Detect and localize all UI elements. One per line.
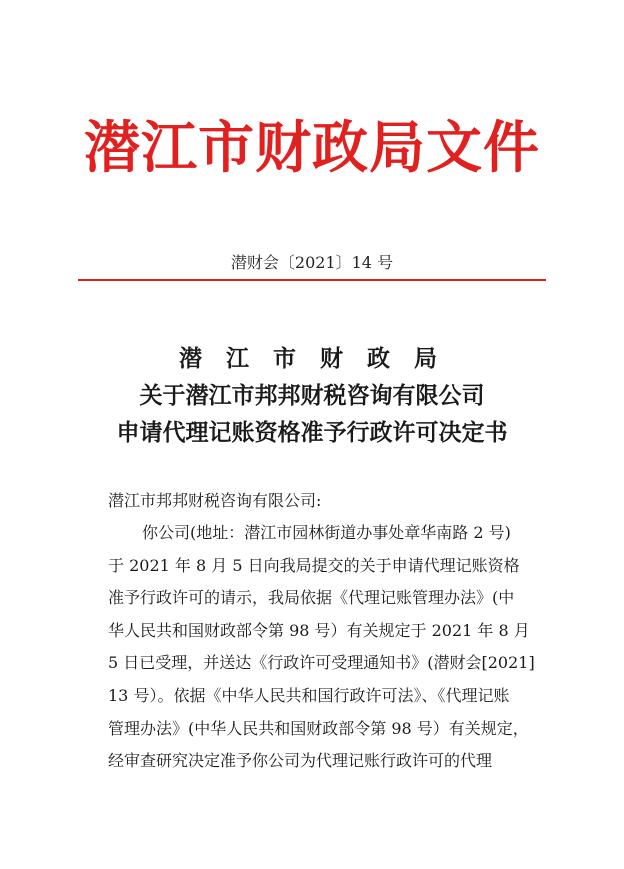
body-line: 华人民共和国财政部令第 98 号）有关规定于 2021 年 8 月 xyxy=(108,620,530,640)
red-divider-line xyxy=(78,279,546,281)
body-line: 5 日已受理，并送达《行政许可受理通知书》(潜财会[2021] xyxy=(108,653,535,673)
body-line: 13 号）。依据《中华人民共和国行政许可法》、《代理记账 xyxy=(108,685,510,705)
red-header-title: 潜江市财政局文件 xyxy=(84,115,540,181)
body-line: 经审查研究决定准予你公司为代理记账行政许可的代理 xyxy=(108,751,493,771)
title-line-subject: 关于潜江市邦邦财税咨询有限公司 xyxy=(139,382,485,409)
body-line: 管理办法》(中华人民共和国财政部令第 98 号）有关规定， xyxy=(108,718,529,738)
document-number: 潜财会〔2021〕14 号 xyxy=(230,253,394,272)
document-body xyxy=(108,484,548,778)
body-line: 于 2021 年 8 月 5 日向我局提交的关于申请代理记账资格 xyxy=(108,555,520,575)
body-line: 你公司(地址：潜江市园林街道办事处章华南路 2 号) xyxy=(142,523,511,542)
salutation: 潜江市邦邦财税咨询有限公司: xyxy=(108,491,322,510)
title-line-issuer: 潜 江 市 财 政 局 xyxy=(178,345,446,372)
title-line-decision: 申请代理记账资格准予行政许可决定书 xyxy=(116,419,508,446)
body-line: 准予行政许可的请示，我局依据《代理记账管理办法》(中 xyxy=(108,588,515,608)
document-title xyxy=(0,340,624,451)
